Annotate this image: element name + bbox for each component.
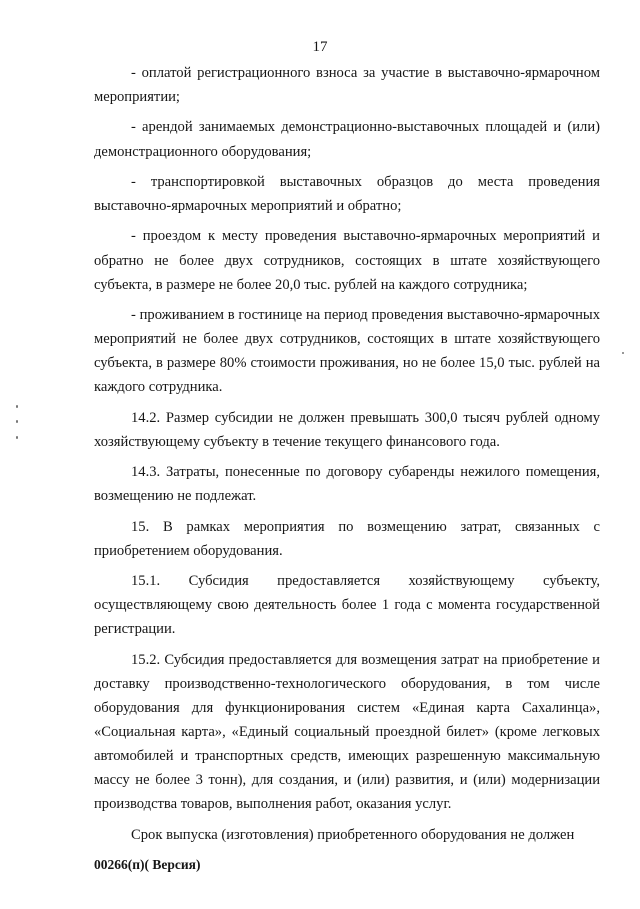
paragraph-rent: - арендой занимаемых демонстрационно-выставочных площадей и (или) демонстрационного оборудования; [94,119,600,160]
paragraph-15: 15. В рамках мероприятия по возмещению затрат, связанных с приобретением оборудования. [94,518,600,559]
scan-speck [16,420,18,423]
paragraph-15-2: 15.2. Субсидия предоставляется для возмещения затрат на приобретение и доставку производственно-технологического оборудования, в том числе оборудования для функционирования систем «Единая карта Сахалинца», «Социальная карта», «Единый социальный проездной билет» (кроме легковых автомобилей и транспортных средств, имеющих разрешенную максимальную массу не более 3 тонн), для создания, и (или) развития, и (или) модернизации производства товаров, выполнения работ, оказания услуг. [94,651,600,813]
paragraph-15-1: 15.1. Субсидия предоставляется хозяйствующему субъекту, осуществляющему свою деятельность более 1 года с момента государственной регистрации. [94,573,600,638]
footer-document-code: 00266(п)( Версия) [94,857,201,872]
document-body [94,61,600,847]
paragraph-14-3: 14.3. Затраты, понесенные по договору субаренды нежилого помещения, возмещению не подлежат. [94,464,600,505]
paragraph-travel: - проездом к месту проведения выставочно-ярмарочных мероприятий и обратно не более двух сотрудников, состоящих в штате хозяйствующего субъекта, в размере не более 20,0 тыс. рублей на каждого сотрудника; [94,228,600,293]
scan-speck [16,405,18,408]
paragraph-registration-fee: - оплатой регистрационного взноса за участие в выставочно-ярмарочном мероприятии; [94,65,600,106]
paragraph-equipment-age: Срок выпуска (изготовления) приобретенного оборудования не должен [131,826,575,843]
scan-speck [622,352,624,354]
paragraph-accommodation: - проживанием в гостинице на период проведения выставочно-ярмарочных мероприятий не более двух сотрудников, состоящих в штате хозяйствующего субъекта, в размере 80% стоимости проживания, но не более 15,0 тыс. рублей на каждого сотрудника. [94,307,600,396]
page-number: 17 [312,39,328,55]
paragraph-transport: - транспортировкой выставочных образцов до места проведения выставочно-ярмарочных мероприятий и обратно; [94,173,600,215]
paragraph-14-2: 14.2. Размер субсидии не должен превышать 300,0 тысяч рублей одному хозяйствующему субъекту в течение текущего финансового года. [94,409,600,450]
scan-speck [16,436,18,439]
